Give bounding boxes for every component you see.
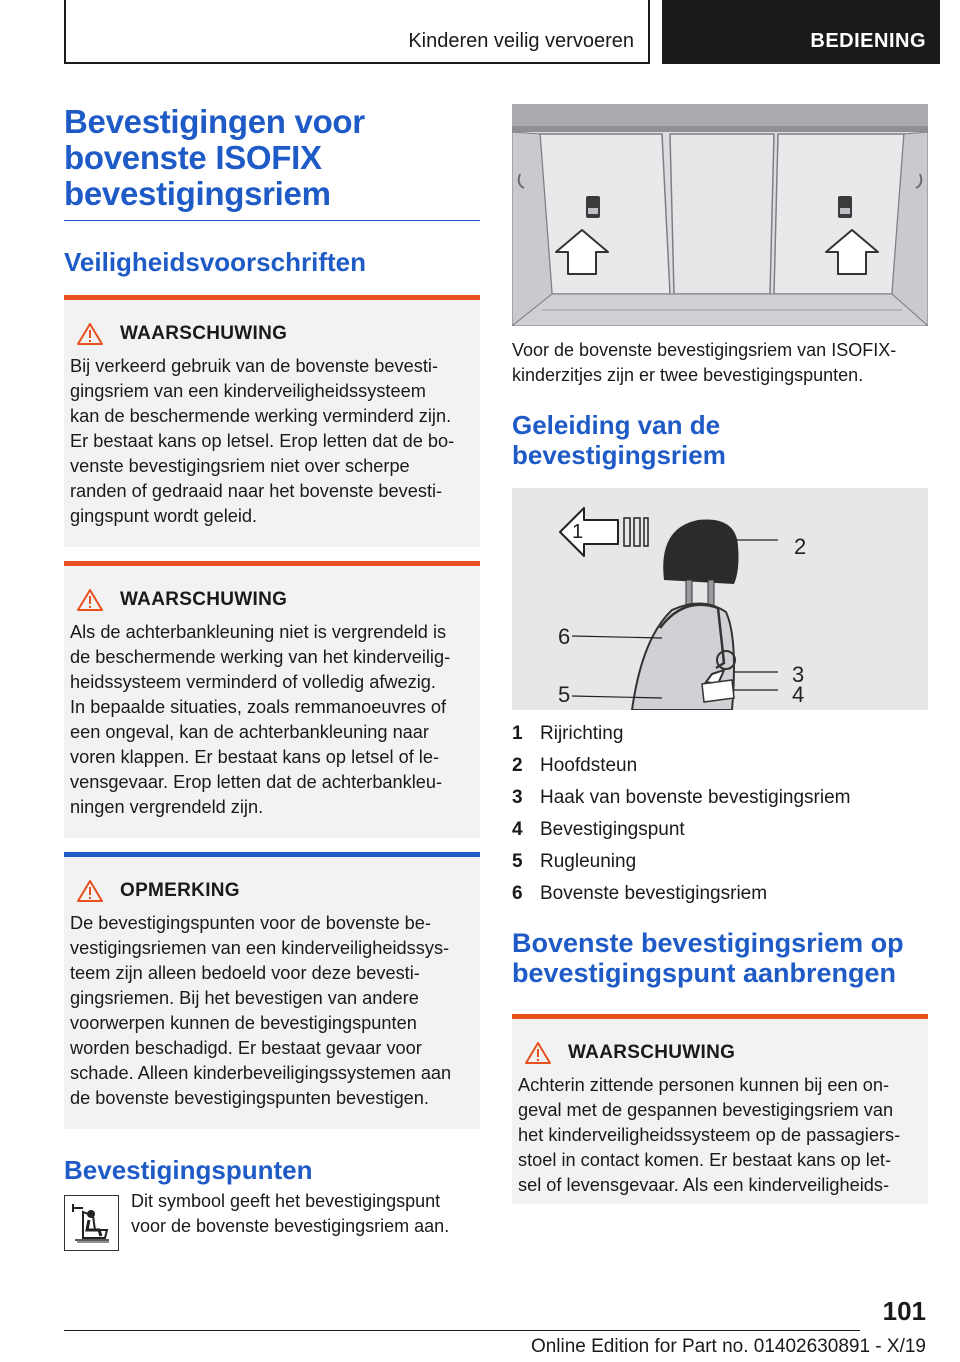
subheading-safety: Veiligheidsvoorschriften	[64, 247, 366, 277]
footer-edition: Online Edition for Part no. 01402630891 - X/19	[530, 1336, 926, 1357]
diagram-label-1: 1	[572, 521, 584, 543]
legend-item: 2 Hoofdsteun	[512, 755, 638, 776]
figure-caption: Voor de bovenste bevestigingsriem van ISOFIX- kinderzitjes zijn er twee bevestigingspunten.	[512, 340, 897, 385]
symbol-description: Dit symbool geeft het bevestigingspunt voor de bovenste bevestigingsriem aan.	[131, 1191, 450, 1236]
legend-item: 1 Rijrichting	[512, 723, 624, 744]
legend-item: 6 Bovenste bevestigingsriem	[512, 883, 768, 904]
note-text: De bevestigingspunten voor de bovenste be- vestigingsriemen van een kinderveiligheidssys- teem zijn alleen bedoeld voor deze bevesti- gingsriemen. Bij het bevestigen van andere voorwerpen kunnen de bevestigingspunten worden beschadigd. Er bestaat gevaar voor schade. Alleen kinderbeveiligingssystemen aan de bovenste bevestigingspunten bevestigen.	[70, 913, 452, 1108]
cargo-area-figure	[512, 104, 928, 326]
main-title	[64, 104, 480, 212]
header-section-tab	[64, 0, 650, 64]
warning-label: WAARSCHUWING	[120, 323, 288, 344]
warning-text: Achterin zittende personen kunnen bij een on- geval met de gespannen bevestigingsriem van het kinderveiligheidssysteem op de passagiers- stoel in contact komen. Er bestaat kans op let- sel of levensgevaar. Als een kinderveiligheids-	[518, 1075, 901, 1195]
right-column	[512, 104, 928, 1204]
warning-label: WAARSCHUWING	[568, 1042, 736, 1063]
footer-divider	[64, 1330, 860, 1331]
warning-text: Bij verkeerd gebruik van de bovenste bevesti- gingsriem van een kinderveiligheidssysteem kan de beschermende werking verminderd zijn. Er bestaat kans op letsel. Erop letten dat de bo- venste bevestigingsriem niet over scherpe randen of gedraaid naar het bovenste bevesti- gingspunt wordt geleid.	[70, 356, 455, 526]
warning-triangle-icon	[524, 1041, 552, 1065]
warning-triangle-icon	[76, 322, 104, 346]
header-chapter-title: BEDIENING	[810, 30, 926, 52]
warning-box-1	[64, 295, 480, 547]
headrest-diagram	[512, 488, 928, 710]
warning-triangle-icon	[76, 879, 104, 903]
header-section-title: Kinderen veilig vervoeren	[408, 30, 634, 52]
legend-item: 3 Haak van bovenste bevestigingsriem	[512, 787, 851, 808]
title-divider	[64, 220, 480, 221]
diagram-label-6: 6	[558, 624, 571, 649]
diagram-label-4: 4	[792, 682, 805, 707]
child-seat-anchor-icon	[64, 1195, 119, 1251]
diagram-legend	[512, 718, 928, 910]
section-title-attach: Bovenste bevestigingsriem op bevestigingspunt aanbrengen	[512, 928, 904, 988]
left-column	[64, 104, 480, 1251]
warning-box-2	[64, 561, 480, 838]
main-title-line: bevestigingsriem	[64, 175, 331, 212]
symbol-row	[64, 1189, 480, 1251]
subheading-anchor-points: Bevestigingspunten	[64, 1155, 313, 1185]
legend-item: 4 Bevestigingspunt	[512, 819, 685, 840]
warning-label: WAARSCHUWING	[120, 589, 288, 610]
note-box	[64, 852, 480, 1129]
subheading-routing: Geleiding van de bevestigingsriem	[512, 410, 726, 470]
diagram-label-3: 3	[792, 662, 805, 687]
warning-triangle-icon	[76, 588, 104, 612]
note-label: OPMERKING	[120, 880, 240, 901]
diagram-label-2: 2	[794, 534, 807, 559]
diagram-label-5: 5	[558, 682, 571, 707]
main-title-line: bovenste ISOFIX	[64, 139, 322, 176]
header-chapter-tab	[662, 0, 940, 64]
warning-text: Als de achterbankleuning niet is vergrendeld is de beschermende werking van het kinderveilig- heidssysteem verminderd of volledig afwezig. In bepaalde situaties, zoals remmanoeuvres of een ongeval, kan de achterbankleuning naar voren klappen. Er bestaat kans op letsel of le- vensgevaar. Erop letten dat de achterbankleu- ningen vergrendeld zijn.	[70, 622, 451, 817]
warning-box-3	[512, 1014, 928, 1204]
main-title-line: Bevestigingen voor	[64, 103, 365, 140]
page-number: 101	[882, 1296, 926, 1326]
legend-item: 5 Rugleuning	[512, 851, 637, 872]
